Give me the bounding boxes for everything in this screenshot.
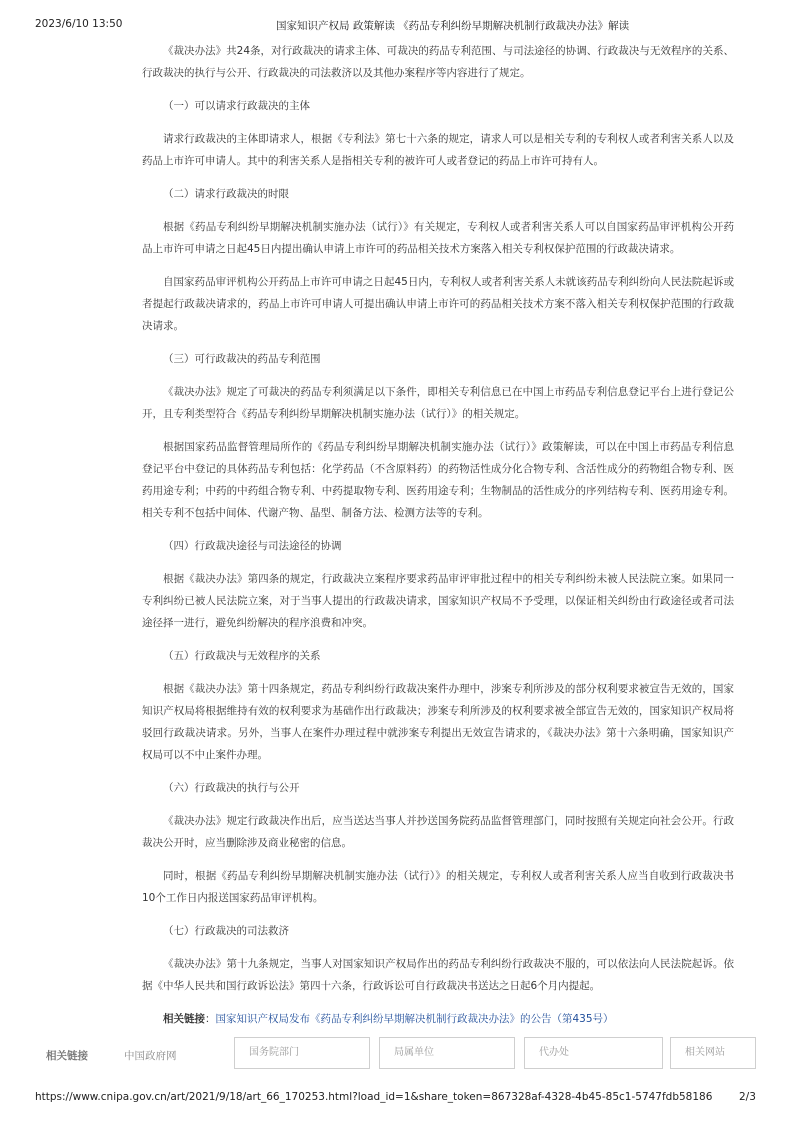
intro-paragraph: 《裁决办法》共24条，对行政裁决的请求主体、可裁决的药品专利范围、与司法途径的协调、行政裁决与无效程序的关系、行政裁决的执行与公开、行政裁决的司法救济以及其他办案程序等内容进行了规定。 <box>142 45 734 79</box>
section-heading: （一）可以请求行政裁决的主体 <box>163 100 310 112</box>
gov-website-link[interactable]: 中国政府网 <box>124 1050 177 1062</box>
section-heading: （五）行政裁决与无效程序的关系 <box>163 650 321 662</box>
section-paragraph: 《裁决办法》规定行政裁决作出后，应当送达当事人并抄送国务院药品监督管理部门，同时按照有关规定向社会公开。行政裁决公开时，应当删除涉及商业秘密的信息。 <box>142 815 734 849</box>
section-paragraph: 根据国家药品监督管理局所作的《药品专利纠纷早期解决机制实施办法（试行）》政策解读，可以在中国上市药品专利信息登记平台中登记的具体药品专利包括：化学药品（不含原料药）的药物活性成分化合物专利、含活性成分的药物组合物专利、医药用途专利；中药的中药组合物专利、中药提取物专利、医药用途专利；生物制品的活性成分的序列结构专利、医药用途专利。相关专利不包括中间体、代谢产物、晶型、制备方法、检测方法等的专利。 <box>142 441 734 519</box>
affiliated-units-select[interactable]: 局属单位 <box>379 1037 515 1069</box>
footer-links-label: 相关链接 <box>46 1050 88 1062</box>
section-heading: （四）行政裁决途径与司法途径的协调 <box>163 540 342 552</box>
section-paragraph: 同时，根据《药品专利纠纷早期解决机制实施办法（试行）》的相关规定，专利权人或者利害关系人应当自收到行政裁决书10个工作日内报送国家药品审评机构。 <box>142 870 734 904</box>
section-paragraph: 根据《裁决办法》第十四条规定，药品专利纠纷行政裁决案件办理中，涉案专利所涉及的部分权利要求被宣告无效的，国家知识产权局将根据维持有效的权利要求为基础作出行政裁决；涉案专利所涉及的权利要求被全部宣告无效的，国家知识产权局将驳回行政裁决请求。另外，当事人在案件办理过程中就涉案专利提出无效宣告请求的，《裁决办法》第十六条明确，国家知识产权局可以不中止案件办理。 <box>142 683 734 761</box>
section-paragraph: 《裁决办法》规定了可裁决的药品专利须满足以下条件，即相关专利信息已在中国上市药品专利信息登记平台上进行登记公开，且专利类型符合《药品专利纠纷早期解决机制实施办法（试行）》的相关规定。 <box>142 386 734 420</box>
print-url: https://www.cnipa.gov.cn/art/2021/9/18/art_66_170253.html?load_id=1&share_token=867328af-4328-4b45-85c1-5747fdb58186 <box>35 1091 713 1103</box>
section-heading: （七）行政裁决的司法救济 <box>163 925 289 937</box>
related-announcement-link[interactable]: 国家知识产权局发布《药品专利纠纷早期解决机制行政裁决办法》的公告（第435号） <box>215 1013 614 1025</box>
related-separator: ： <box>205 1013 216 1025</box>
agency-offices-select[interactable]: 代办处 <box>524 1037 663 1069</box>
state-council-departments-select[interactable]: 国务院部门 <box>234 1037 370 1069</box>
section-heading: （六）行政裁决的执行与公开 <box>163 782 300 794</box>
article-body <box>142 40 734 1030</box>
related-links <box>142 1008 734 1030</box>
page-number: 2/3 <box>739 1091 756 1103</box>
section-paragraph: 自国家药品审评机构公开药品上市许可申请之日起45日内，专利权人或者利害关系人未就该药品专利纠纷向人民法院起诉或者提起行政裁决请求的，药品上市许可申请人可提出确认申请上市许可的药品相关技术方案不落入相关专利权保护范围的行政裁决请求。 <box>142 276 734 332</box>
print-datetime: 2023/6/10 13:50 <box>35 18 123 30</box>
section-heading: （三）可行政裁决的药品专利范围 <box>163 353 321 365</box>
section-paragraph: 根据《裁决办法》第四条的规定，行政裁决立案程序要求药品审评审批过程中的相关专利纠纷未被人民法院立案。如果同一专利纠纷已被人民法院立案，对于当事人提出的行政裁决请求，国家知识产权局不予受理，以保证相关纠纷由行政途径或者司法途径择一进行，避免纠纷解决的程序浪费和冲突。 <box>142 573 734 629</box>
section-paragraph: 根据《药品专利纠纷早期解决机制实施办法（试行）》有关规定，专利权人或者利害关系人可以自国家药品审评机构公开药品上市许可申请之日起45日内提出确认申请上市许可的药品相关技术方案落入相关专利权保护范围的行政裁决请求。 <box>142 221 734 255</box>
section-heading: （二）请求行政裁决的时限 <box>163 188 289 200</box>
related-websites-select[interactable]: 相关网站 <box>670 1037 756 1069</box>
section-paragraph: 《裁决办法》第十九条规定，当事人对国家知识产权局作出的药品专利纠纷行政裁决不服的，可以依法向人民法院起诉。依据《中华人民共和国行政诉讼法》第四十六条，行政诉讼可自行政裁决书送达之日起6个月内提起。 <box>142 958 734 992</box>
section-paragraph: 请求行政裁决的主体即请求人，根据《专利法》第七十六条的规定，请求人可以是相关专利的专利权人或者利害关系人以及药品上市许可申请人。其中的利害关系人是指相关专利的被许可人或者登记的药品上市许可持有人。 <box>142 133 734 167</box>
print-footer <box>0 1091 793 1107</box>
related-label: 相关链接 <box>163 1013 205 1025</box>
print-header <box>0 18 793 34</box>
footer-links-bar <box>0 1037 793 1073</box>
print-doc-title: 国家知识产权局 政策解读 《药品专利纠纷早期解决机制行政裁决办法》解读 <box>276 20 630 32</box>
